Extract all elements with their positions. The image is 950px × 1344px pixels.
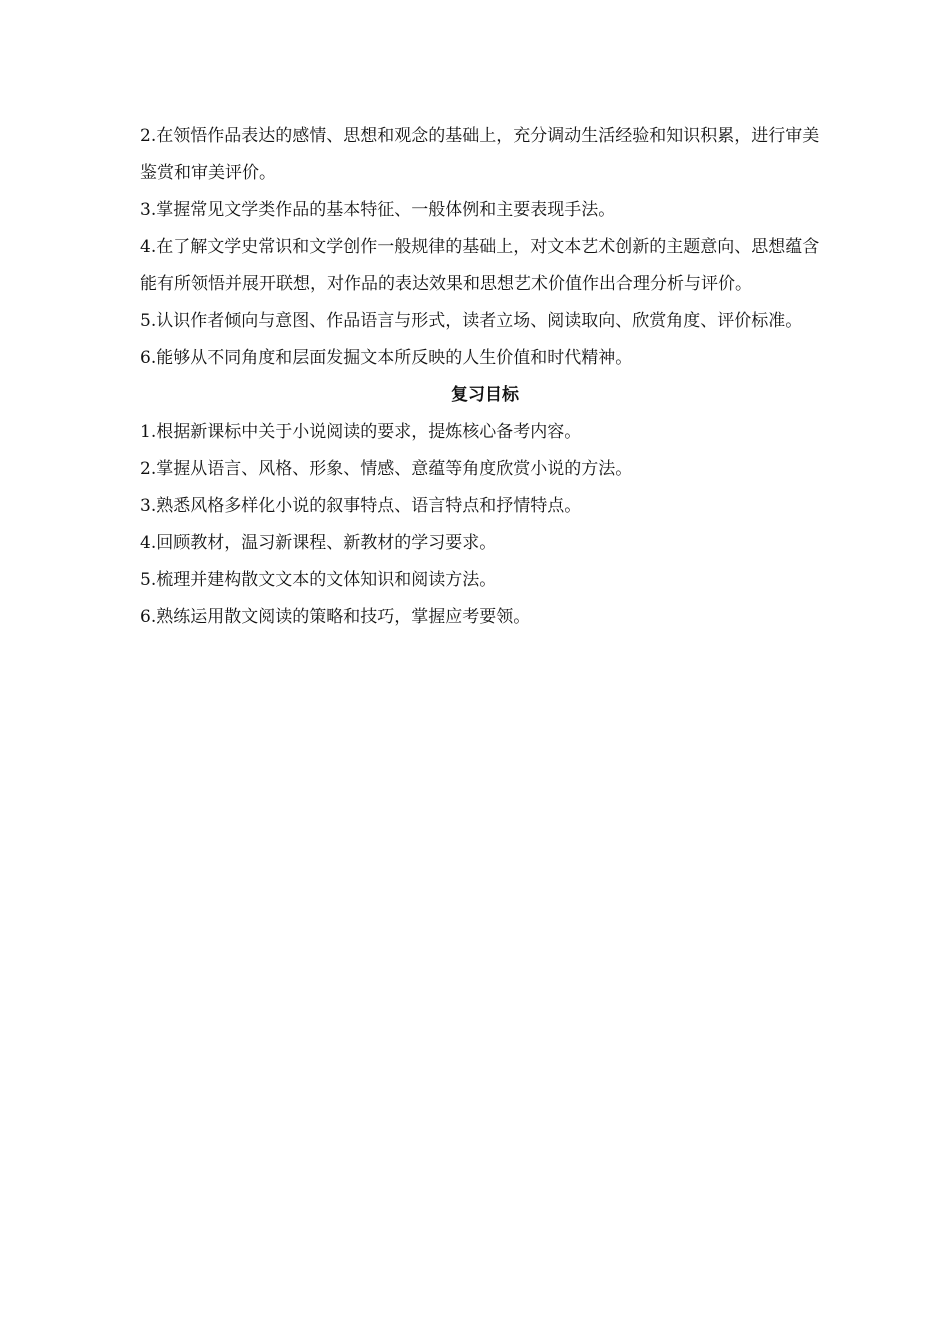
requirement-item-3: 3.掌握常见文学类作品的基本特征、一般体例和主要表现手法。	[140, 200, 616, 220]
goal-item-3: 3.熟悉风格多样化小说的叙事特点、语言特点和抒情特点。	[140, 496, 582, 516]
requirement-item-4: 4.在了解文学史常识和文学创作一般规律的基础上，对文本艺术创新的主题意向、思想蕴含能有所领悟并展开联想，对作品的表达效果和思想艺术价值作出合理分析与评价。	[140, 237, 820, 294]
goal-item-5: 5.梳理并建构散文文本的文体知识和阅读方法。	[140, 570, 497, 590]
requirement-item-2: 2.在领悟作品表达的感情、思想和观念的基础上，充分调动生活经验和知识积累，进行审美鉴赏和审美评价。	[140, 126, 820, 183]
goal-item-1: 1.根据新课标中关于小说阅读的要求，提炼核心备考内容。	[140, 422, 582, 442]
requirement-item-5: 5.认识作者倾向与意图、作品语言与形式，读者立场、阅读取向、欣赏角度、评价标准。	[140, 311, 803, 331]
section-title: 复习目标	[451, 385, 519, 405]
review-goals-list	[140, 414, 830, 636]
requirements-list	[140, 118, 830, 377]
goal-item-4: 4.回顾教材，温习新课程、新教材的学习要求。	[140, 533, 497, 553]
document-page	[140, 118, 830, 636]
goal-item-2: 2.掌握从语言、风格、形象、情感、意蕴等角度欣赏小说的方法。	[140, 459, 633, 479]
goal-item-6: 6.熟练运用散文阅读的策略和技巧，掌握应考要领。	[140, 607, 531, 627]
requirement-item-6: 6.能够从不同角度和层面发掘文本所反映的人生价值和时代精神。	[140, 348, 633, 368]
